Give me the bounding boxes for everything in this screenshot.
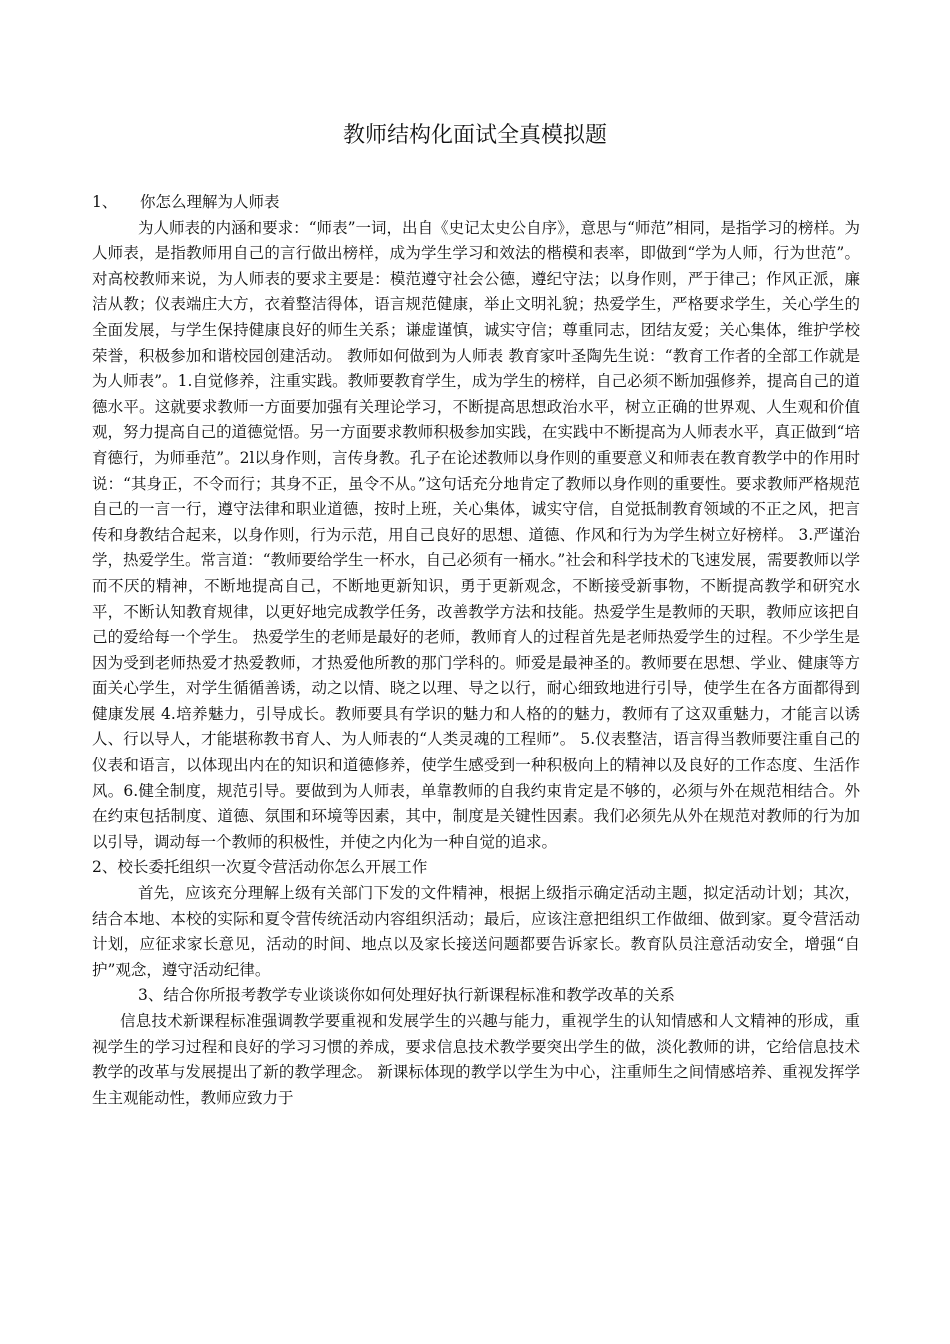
answer-3-paragraph: 信息技术新课程标准强调教学要重视和发展学生的兴趣与能力，重视学生的认知情感和人文精神的形成，重视学生的学习过程和良好的学习习惯的养成，要求信息技术教学要突出学生的做，淡化教师的讲，它给信息技术教学的改革与发展提出了新的教学理念。 新课标体现的教学以学生为中心，注重师生之间情感培养、重视发挥学生主观能动性，教师应致力于: [92, 1012, 860, 1107]
answer-1-paragraph: 为人师表的内涵和要求：“师表”一词，出自《史记太史公自序》，意思与“师范”相同，是指学习的榜样。为人师表，是指教师用自己的言行做出榜样，成为学生学习和效法的楷模和表率，即做到“学为人师，行为世范”。对高校教师来说，为人师表的要求主要是：模范遵守社会公德，遵纪守法；以身作则，严于律己；作风正派，廉洁从教；仪表端庄大方，衣着整洁得体，语言规范健康，举止文明礼貌；热爱学生，严格要求学生，关心学生的全面发展，与学生保持健康良好的师生关系；谦虚谨慎，诚实守信；尊重同志，团结友爱；关心集体，维护学校荣誉，积极参加和谐校园创建活动。 教师如何做到为人师表 教育家叶圣陶先生说：“教育工作者的全部工作就是为人师表”。1.自觉修养，注重实践。教师要教育学生，成为学生的榜样，自己必须不断加强修养，提高自己的道德水平。这就要求教师一方面要加强有关理论学习，不断提高思想政治水平，树立正确的世界观、人生观和价值观，努力提高自己的道德觉悟。另一方面要求教师积极参加实践，在实践中不断提高为人师表水平，真正做到“培育德行，为师垂范”。2l以身作则，言传身教。孔子在论述教师以身作则的重要意义和师表在教育教学中的作用时说：“其身正，不令而行；其身不正，虽令不从。”这句话充分地肯定了教师以身作则的重要性。要求教师严格规范自己的一言一行，遵守法律和职业道德，按时上班，关心集体，诚实守信，自觉抵制教育领域的不正之风，把言传和身教结合起来，以身作则，行为示范，用自己良好的思想、道德、作风和行为为学生树立好榜样。 3.严谨治学，热爱学生。常言道：“教师要给学生一杯水，自己必须有一桶水。”社会和科学技术的飞速发展，需要教师以学而不厌的精神，不断地提高自己，不断地更新知识，勇于更新观念，不断接受新事物，不断提高教学和研究水平，不断认知教育规律，以更好地完成教学任务，改善教学方法和技能。热爱学生是教师的天职，教师应该把自己的爱给每一个学生。 热爱学生的老师是最好的老师，教师育人的过程首先是老师热爱学生的过程。不少学生是因为受到老师热爱才热爱教师，才热爱他所教的那门学科的。师爱是最神圣的。教师要在思想、学业、健康等方面关心学生，对学生循循善诱，动之以情、晓之以理、导之以行，耐心细致地进行引导，使学生在各方面都得到健康发展 4.培养魅力，引导成长。教师要具有学识的魅力和人格的的魅力，教师有了这双重魅力，才能言以诱人、行以导人，才能堪称教书育人、为人师表的“人类灵魂的工程师”。 5.仪表整洁，语言得当教师要注重自己的仪表和语言，以体现出内在的知识和道德修养，使学生感受到一种积极向上的精神以及良好的工作态度、生活作风。6.健全制度，规范引导。要做到为人师表，单靠教师的自我约束肯定是不够的，必须与外在规范相结合。外在约束包括制度、道德、氛围和环境等因素，其中，制度是关键性因素。我们必须先从外在规范对教师的行为加以引导，调动每一个教师的积极性，并使之内化为一种自觉的追求。: [92, 218, 860, 851]
question-1-title: 你怎么理解为人师表: [140, 193, 280, 211]
question-1-number: 1、: [92, 193, 118, 211]
question-2-heading: 2、校长委托组织一次夏令营活动你怎么开展工作: [92, 858, 428, 877]
question-3-heading: 3、结合你所报考教学专业谈谈你如何处理好执行新课程标准和教学改革的关系: [138, 986, 675, 1005]
question-1-heading: [92, 190, 860, 216]
page-title: 教师结构化面试全真模拟题: [342, 123, 607, 148]
document-body: [92, 190, 860, 1111]
answer-2-paragraph: 首先，应该充分理解上级有关部门下发的文件精神，根据上级指示确定活动主题，拟定活动计划；其次，结合本地、本校的实际和夏令营传统活动内容组织活动；最后，应该注意把组织工作做细、做到家。夏令营活动计划，应征求家长意见，活动的时间、地点以及家长接送问题都要告诉家长。教育队员注意活动安全，增强“自护”观念，遵守活动纪律。: [92, 884, 860, 979]
